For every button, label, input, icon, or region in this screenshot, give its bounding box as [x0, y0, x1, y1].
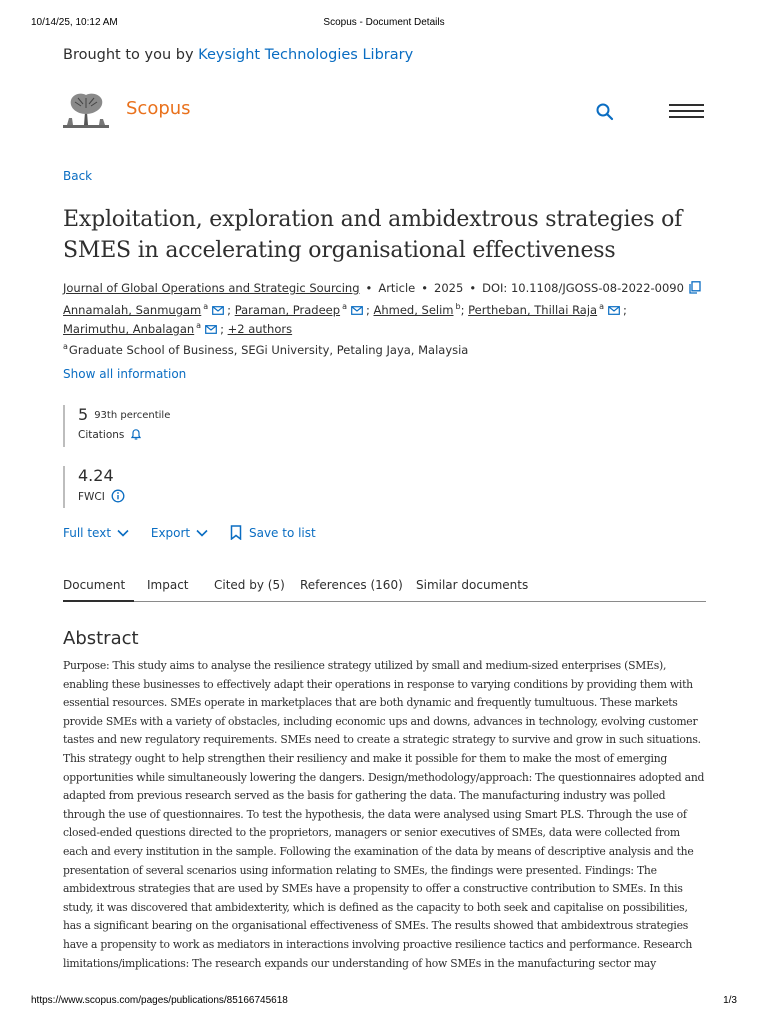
print-datetime: 10/14/25, 10:12 AM	[31, 17, 118, 28]
email-icon[interactable]	[212, 306, 224, 315]
email-icon[interactable]	[351, 306, 363, 315]
chevron-down-icon	[117, 529, 129, 537]
affiliation-mark: a	[203, 302, 209, 311]
save-to-list-label: Save to list	[248, 526, 316, 540]
institution-banner	[63, 47, 413, 63]
email-icon[interactable]	[205, 325, 217, 334]
journal-link[interactable]: Journal of Global Operations and Strategic Sourcing	[63, 281, 360, 295]
full-text-button[interactable]	[63, 526, 129, 540]
email-icon[interactable]	[608, 306, 620, 315]
brought-prefix: Brought to you by	[63, 47, 194, 63]
author-link[interactable]: Ahmed, Selim	[373, 303, 454, 317]
authors-line-1: Annamalah, Sanmugam $^a$ ; Paraman, Pradeep $^a$ ; Ahmed, Selim $^b$; Pertheban, Thillai Raja $^a$ ;	[63, 302, 627, 317]
show-all-information-link[interactable]: Show all information	[63, 367, 187, 381]
affiliation-mark: a	[342, 302, 347, 311]
author-link[interactable]: Pertheban, Thillai Raja	[468, 303, 598, 317]
fwci-label: FWCI	[78, 491, 105, 503]
scopus-wordmark[interactable]: Scopus	[126, 98, 191, 119]
abstract-heading: Abstract	[63, 628, 139, 649]
affiliation	[63, 342, 468, 357]
tab-impact[interactable]: Impact	[147, 578, 189, 592]
chevron-down-icon	[196, 529, 208, 537]
author-link[interactable]: Marimuthu, Anbalagan	[63, 322, 195, 336]
affiliation-mark: a	[196, 321, 202, 330]
document-actions	[63, 525, 334, 540]
copy-doi-icon[interactable]	[689, 281, 701, 294]
affiliation-mark: b	[455, 302, 461, 311]
print-page-number: 1/3	[723, 995, 737, 1006]
document-title: Exploitation, exploration and ambidextrous strategies of SMES in accelerating organisational effectiveness	[63, 207, 683, 263]
back-link[interactable]: Back	[63, 169, 93, 183]
tab-document[interactable]: Document	[63, 578, 134, 602]
tab-cited-by[interactable]: Cited by (5)	[214, 578, 285, 592]
affiliation-mark: a	[63, 342, 68, 351]
search-icon[interactable]	[595, 102, 615, 122]
info-icon[interactable]	[111, 489, 125, 503]
author-link[interactable]: Paraman, Pradeep	[234, 303, 341, 317]
save-to-list-button[interactable]	[230, 525, 316, 540]
authors-line-2: Marimuthu, Anbalagan $^a$ ; +2 authors	[63, 321, 293, 336]
affiliation-mark: a	[599, 302, 605, 311]
print-page-title: Scopus - Document Details	[323, 17, 445, 28]
library-link[interactable]: Keysight Technologies Library	[198, 47, 414, 63]
elsevier-tree-logo-icon[interactable]	[63, 92, 109, 130]
citations-metric[interactable]	[63, 405, 170, 447]
export-button[interactable]	[151, 526, 208, 540]
document-type: Article	[378, 281, 416, 295]
more-authors-link[interactable]: +2 authors	[227, 322, 293, 336]
citations-percentile: 93th percentile	[94, 410, 171, 421]
hamburger-menu-icon[interactable]	[669, 104, 704, 120]
print-footer	[0, 995, 768, 1009]
source-line: Journal of Global Operations and Strategic Sourcing • Article • 2025 • DOI: 10.1108/JGOSS-08-2022-0090	[63, 281, 701, 295]
fwci-value: 4.24	[78, 466, 114, 485]
document-tabs	[63, 578, 706, 602]
tab-references[interactable]: References (160)	[300, 578, 403, 592]
publication-year: 2025	[434, 281, 464, 295]
affiliation-text: Graduate School of Business, SEGi University, Petaling Jaya, Malaysia	[68, 343, 469, 357]
bookmark-icon	[230, 525, 242, 540]
doi-text: DOI: 10.1108/JGOSS-08-2022-0090	[482, 281, 684, 295]
print-header	[0, 17, 768, 31]
author-link[interactable]: Annamalah, Sanmugam	[63, 303, 202, 317]
site-header	[63, 92, 706, 132]
citations-label: Citations	[78, 429, 125, 441]
abstract-text: Purpose: This study aims to analyse the resilience strategy utilized by small and medium-sized enterprises (SMEs), enabling these businesses to effectively adapt their operations in response to varying conditions by providing them with essential resources. SMEs operate in marketplaces that are both dynamic and frequently tumultuous. These markets provide SMEs with a variety of obstacles, including economic ups and downs, advances in technology, evolving customer tastes and new regulatory requirements. SMEs need to create a strategic strategy to survive and grow in such situations. This strategy ought to help strengthen their resiliency and make it possible for them to make the most of emerging opportunities while simultaneously lowering the dangers. Design/methodology/approach: The questionnaires adopted and adapted from previous research served as the basis for gathering the data. The manufacturing industry was polled through the use of questionnaires. To test the hypothesis, the data were analysed using Smart PLS. Through the use of closed-ended questions directed to the proprietors, managers or senior executives of SMEs, data were collected from each and every institution in the sample. Following the examination of the data by means of descriptive analysis and the presentation of several scenarios using information relating to SMEs, the findings were presented. Findings: The ambidextrous strategies that are used by SMEs have a propensity to offer a constructive contribution to SMEs. In this study, it was discovered that ambidexterity, which is defined as the capacity to both seek and capitalise on possibilities, has a significant bearing on the organisational effectiveness of SMEs. The results showed that ambidextrous strategies have a propensity to work as mediators in interactions involving proactive resilience tactics and performance. Research limitations/implications: The research expands our understanding of how SMEs in the manufacturing sector may	[63, 659, 705, 970]
bell-alert-icon[interactable]	[130, 428, 142, 441]
export-label: Export	[150, 526, 191, 540]
fwci-metric[interactable]	[63, 466, 125, 508]
citations-count: 5	[78, 405, 89, 424]
print-url: https://www.scopus.com/pages/publications/85166745618	[31, 995, 288, 1006]
tab-similar-documents[interactable]: Similar documents	[416, 578, 529, 592]
full-text-label: Full text	[63, 526, 112, 540]
